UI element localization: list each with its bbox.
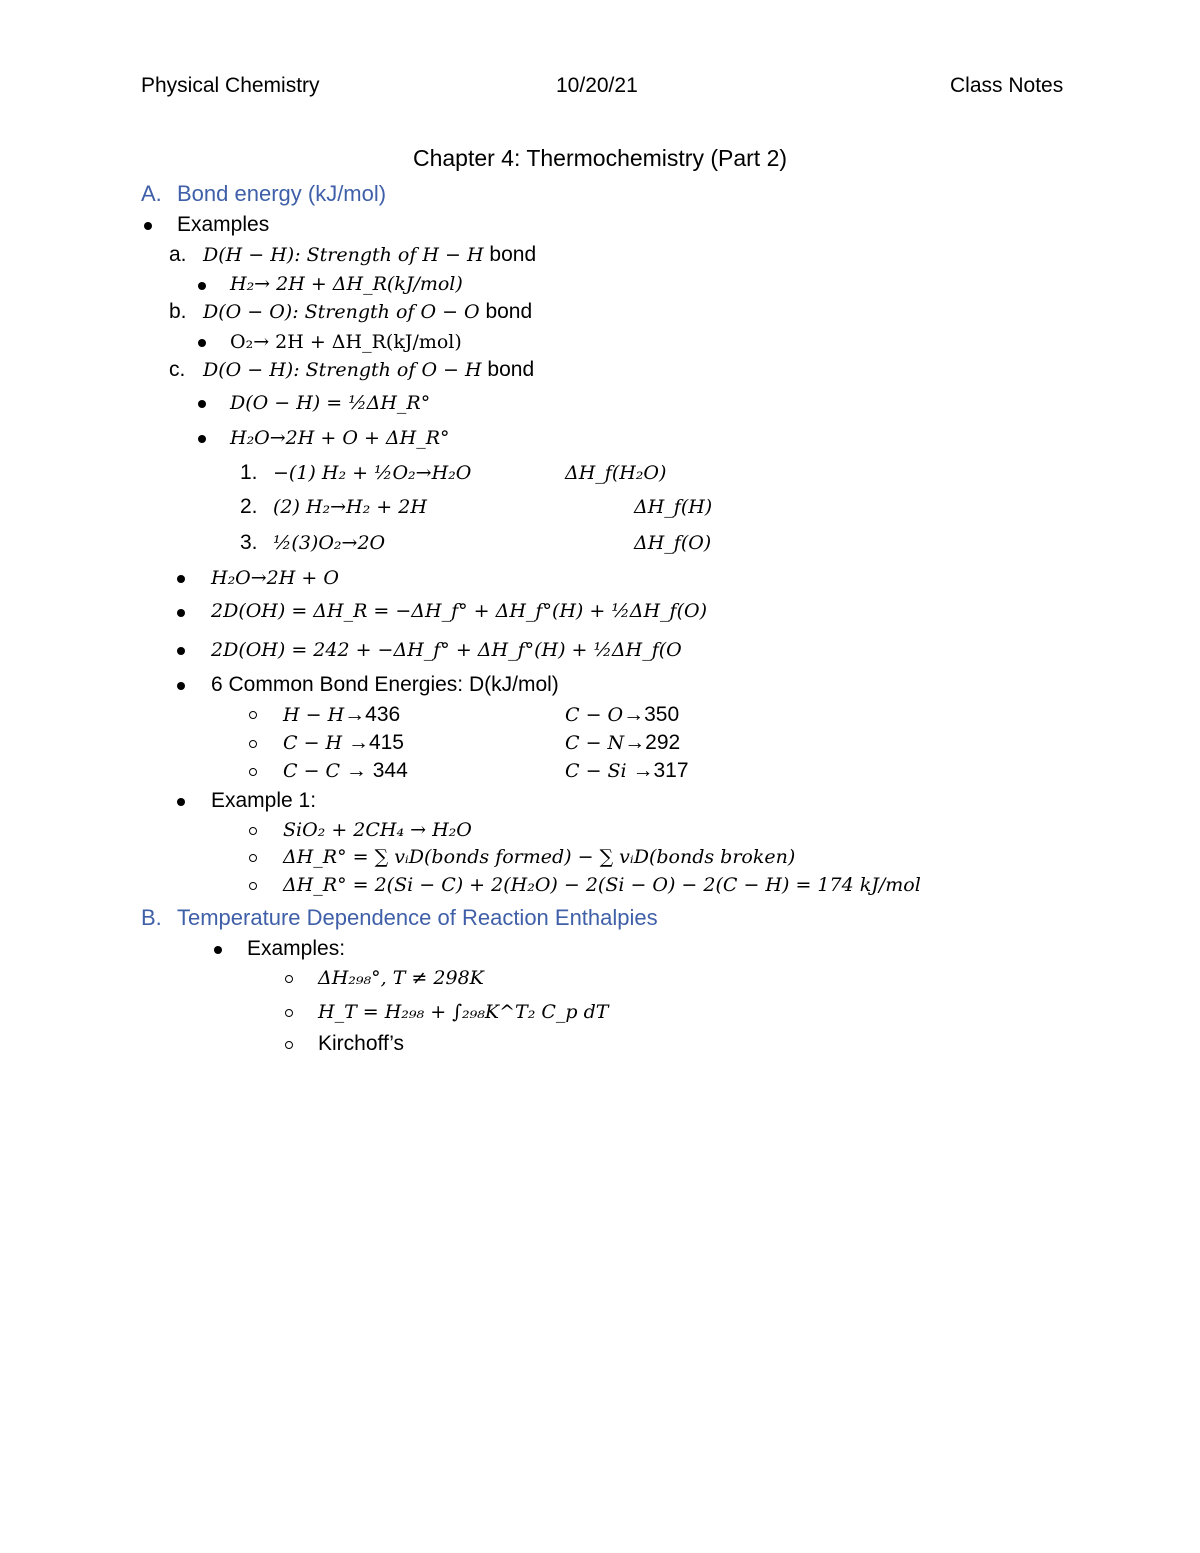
bullet: [198, 339, 206, 347]
bond-energy-right: [565, 759, 689, 783]
section-b-examples-label: Examples:: [247, 937, 346, 960]
list-marker-a: a.: [169, 243, 187, 266]
section-a-marker: A.: [141, 181, 162, 206]
list-marker-c: c.: [169, 358, 186, 381]
bond-value: →292: [624, 731, 681, 754]
bond-name: C − Si: [565, 760, 627, 782]
hollow-bullet: [249, 882, 257, 890]
item-c-math: D(O − H): Strength of O − H: [203, 359, 482, 381]
bond-energy-right: [565, 731, 680, 755]
step-enthalpy: ΔH_f(O): [634, 532, 712, 554]
bond-name: C − O: [565, 704, 624, 726]
hollow-bullet: [285, 1041, 293, 1049]
example-1-line: ΔH_R° = ∑ vᵢD(bonds formed) − ∑ vᵢD(bonds broken): [283, 846, 796, 868]
item-c-suffix: bond: [481, 358, 535, 381]
hollow-bullet: [249, 768, 257, 776]
bullet: [177, 798, 185, 806]
item-a-math: D(H − H): Strength of H − H: [203, 244, 484, 266]
bullet: [177, 682, 185, 690]
step-number: 3.: [240, 531, 258, 554]
section-b-item: Kirchoff’s: [318, 1032, 404, 1055]
item-a-suffix: bond: [483, 243, 537, 266]
page-title: Chapter 4: Thermochemistry (Part 2): [412, 145, 788, 171]
item-c-line: [203, 358, 534, 382]
hollow-bullet: [249, 711, 257, 719]
bullet: [214, 946, 222, 954]
examples-label: Examples: [177, 213, 270, 236]
section-b-item: ΔH₂₉₈°, T ≠ 298K: [318, 967, 484, 989]
step-number: 2.: [240, 495, 258, 518]
bond-energies-label: 6 Common Bond Energies: D(kJ/mol): [211, 673, 559, 696]
example-1-line: SiO₂ + 2CH₄ → H₂O: [283, 819, 472, 841]
bond-value: → 344: [340, 759, 408, 782]
item-c-sub-1: D(O − H) = ½ΔH_R°: [230, 392, 431, 414]
bullet: [144, 222, 152, 230]
hollow-bullet: [249, 827, 257, 835]
hollow-bullet: [285, 1009, 293, 1017]
bullet: [177, 647, 185, 655]
bond-value: →415: [342, 731, 404, 754]
item-b-line: [203, 300, 532, 324]
header-right: Class Notes: [950, 74, 1064, 97]
header-left: Physical Chemistry: [141, 74, 320, 97]
equation-2: 2D(OH) = ΔH_R = −ΔH_f° + ΔH_f°(H) + ½ΔH_f(O): [211, 600, 707, 622]
bullet: [177, 609, 185, 617]
example-1-label: Example 1:: [211, 789, 317, 812]
equation-1: H₂O→2H + O: [211, 567, 339, 589]
bond-name: H − H: [283, 704, 345, 726]
bond-value: →317: [626, 759, 689, 782]
bullet: [198, 400, 206, 408]
equation-3: 2D(OH) = 242 + −ΔH_f° + ΔH_f°(H) + ½ΔH_f(O: [211, 639, 682, 661]
item-b-sub: O₂→ 2H + ΔH_R(kJ/mol): [230, 331, 462, 353]
bond-energy-left: [283, 731, 404, 755]
hollow-bullet: [249, 854, 257, 862]
section-b-item: H_T = H₂₉₈ + ∫₂₉₈K^T₂ C_p dT: [318, 1001, 609, 1023]
item-c-sub-2: H₂O→2H + O + ΔH_R°: [230, 427, 450, 449]
bond-name: C − C: [283, 760, 341, 782]
example-1-line: ΔH_R° = 2(Si − C) + 2(H₂O) − 2(Si − O) − 2(C − H) = 174 kJ/mol: [283, 874, 921, 896]
bullet: [198, 282, 206, 290]
item-b-suffix: bond: [479, 300, 533, 323]
section-b-marker: B.: [141, 905, 162, 930]
list-marker-b: b.: [169, 300, 187, 323]
step-enthalpy: ΔH_f(H₂O): [565, 462, 667, 484]
section-a-heading: Bond energy (kJ/mol): [177, 181, 387, 206]
hollow-bullet: [249, 740, 257, 748]
bullet: [177, 575, 185, 583]
bullet: [198, 435, 206, 443]
bond-name: C − H: [283, 732, 343, 754]
header-date: 10/20/21: [556, 74, 638, 97]
step-equation: −(1) H₂ + ½O₂→H₂O: [273, 462, 472, 484]
item-b-math: D(O − O): Strength of O − O: [203, 301, 480, 323]
bond-energy-right: [565, 703, 679, 727]
bond-value: →350: [623, 703, 680, 726]
bond-value: →436: [344, 703, 401, 726]
step-number: 1.: [240, 461, 258, 484]
bond-energy-left: [283, 759, 408, 783]
section-b-heading: Temperature Dependence of Reaction Enthalpies: [177, 905, 658, 930]
item-a-sub: H₂→ 2H + ΔH_R(kJ/mol): [230, 273, 463, 295]
step-equation: (2) H₂→H₂ + 2H: [273, 496, 427, 518]
step-enthalpy: ΔH_f(H): [634, 496, 713, 518]
hollow-bullet: [285, 975, 293, 983]
item-a-line: [203, 243, 536, 267]
bond-name: C − N: [565, 732, 625, 754]
step-equation: ½(3)O₂→2O: [273, 532, 386, 554]
bond-energy-left: [283, 703, 400, 727]
